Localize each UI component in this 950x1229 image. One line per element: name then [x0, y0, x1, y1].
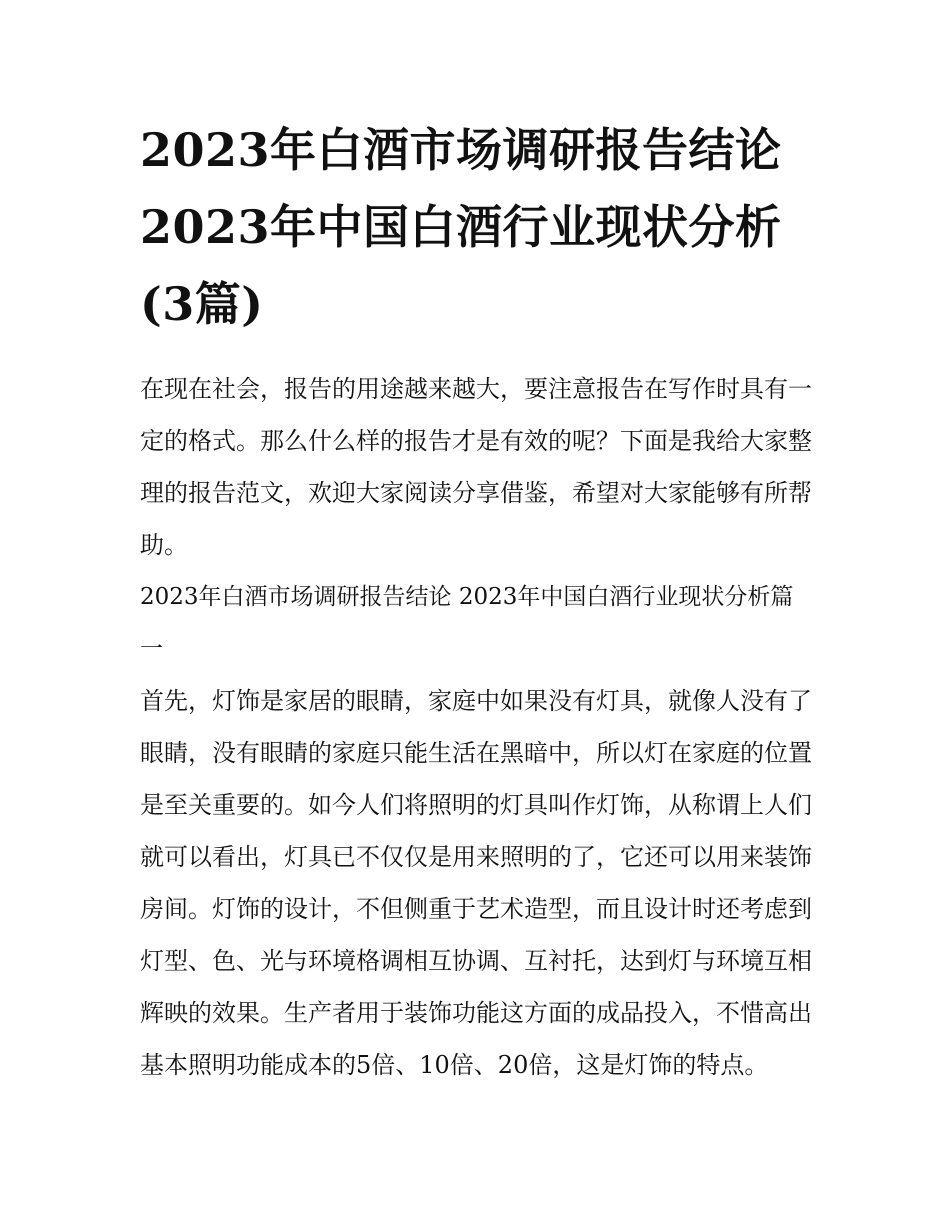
- document-title: [140, 112, 812, 343]
- title-line-3: (3篇): [140, 277, 264, 331]
- document-page: [140, 112, 812, 1091]
- title-line-1: 2023年白酒市场调研报告结论: [140, 123, 782, 177]
- section-body-paragraph: 首先，灯饰是家居的眼睛，家庭中如果没有灯具，就像人没有了眼睛，没有眼睛的家庭只能生活在黑暗中，所以灯在家庭的位置是至关重要的。如今人们将照明的灯具叫作灯饰，从称谓上人们就可以看出，灯具已不仅仅是用来照明的了，它还可以用来装饰房间。灯饰的设计，不但侧重于艺术造型，而且设计时还考虑到灯型、色、光与环境格调相互协调、互衬托，达到灯与环境互相辉映的效果。生产者用于装饰功能这方面的成品投入，不惜高出基本照明功能成本的5倍、10倍、20倍，这是灯饰的特点。: [140, 687, 812, 1079]
- intro-paragraph: 在现在社会，报告的用途越来越大，要注意报告在写作时具有一定的格式。那么什么样的报告才是有效的呢？下面是我给大家整理的报告范文，欢迎大家阅读分享借鉴，希望对大家能够有所帮助。: [140, 375, 812, 559]
- section-heading: 2023年白酒市场调研报告结论 2023年中国白酒行业现状分析篇一: [140, 584, 794, 662]
- title-line-2: 2023年中国白酒行业现状分析: [140, 200, 782, 254]
